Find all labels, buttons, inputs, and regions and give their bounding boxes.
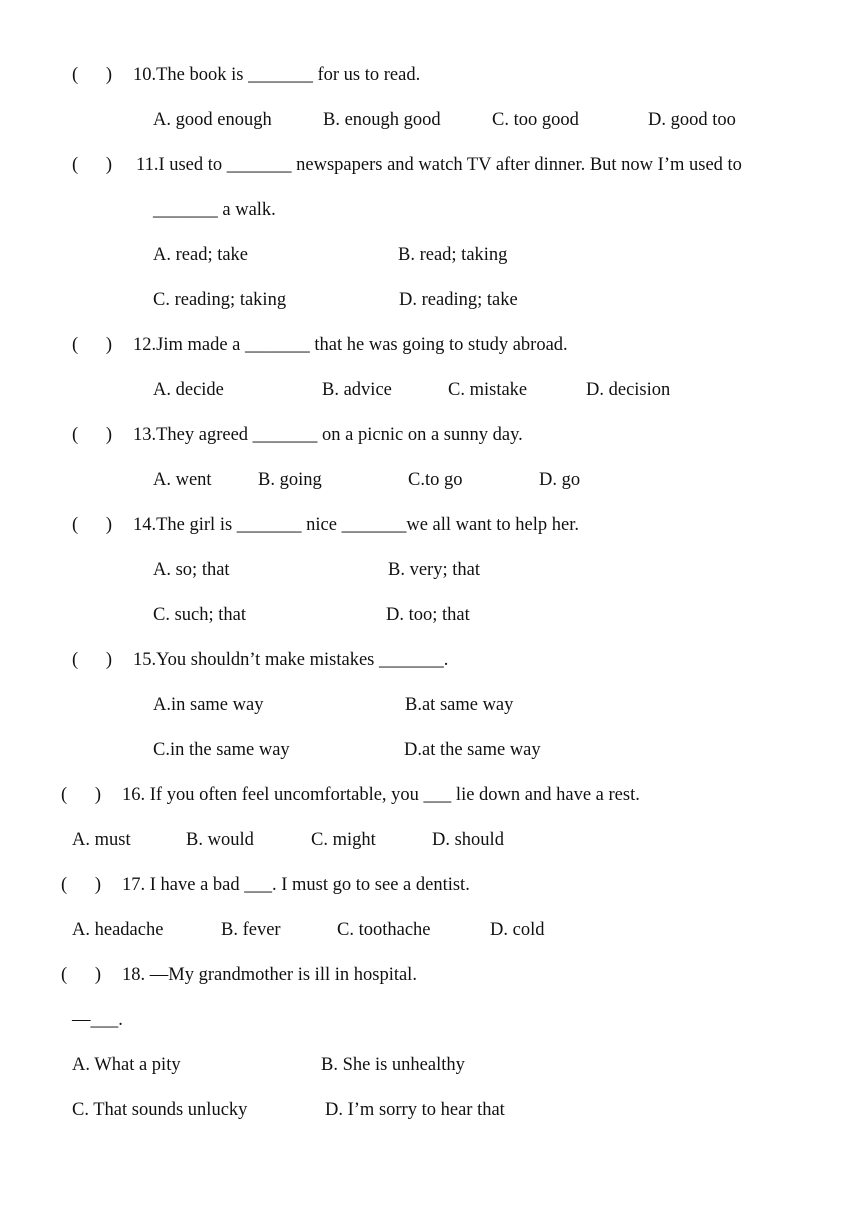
answer-paren-q11: ( ) <box>72 155 113 175</box>
answer-paren-q10: ( ) <box>72 65 113 85</box>
option-a-q16: A. must <box>72 830 131 850</box>
option-a-q15: A.in same way <box>153 695 264 715</box>
option-c-q17: C. toothache <box>337 920 431 940</box>
option-c-q15: C.in the same way <box>153 740 290 760</box>
answer-paren-q14: ( ) <box>72 515 113 535</box>
answer-paren-q17: ( ) <box>61 875 102 895</box>
option-b-q10: B. enough good <box>323 110 441 130</box>
option-b-q15: B.at same way <box>405 695 514 715</box>
question-stem-q18: 18. —My grandmother is ill in hospital. <box>122 965 417 985</box>
answer-paren-q18: ( ) <box>61 965 102 985</box>
option-d-q14: D. too; that <box>386 605 470 625</box>
option-d-q18: D. I’m sorry to hear that <box>325 1100 505 1120</box>
option-b-q14: B. very; that <box>388 560 480 580</box>
option-c-q10: C. too good <box>492 110 579 130</box>
option-d-q13: D. go <box>539 470 581 490</box>
question-stem-q14: 14.The girl is _______ nice _______we all want to help her. <box>133 515 579 535</box>
question-stem-q11: 11.I used to _______ newspapers and watch TV after dinner. But now I’m used to <box>136 155 742 175</box>
question-stem-cont-q11: _______ a walk. <box>153 200 276 220</box>
option-c-q12: C. mistake <box>448 380 528 400</box>
question-stem-q13: 13.They agreed _______ on a picnic on a sunny day. <box>133 425 523 445</box>
option-a-q11: A. read; take <box>153 245 249 265</box>
question-stem-q10: 10.The book is _______ for us to read. <box>133 65 421 85</box>
question-stem-q15: 15.You shouldn’t make mistakes _______. <box>133 650 449 670</box>
option-d-q10: D. good too <box>648 110 736 130</box>
option-b-q16: B. would <box>186 830 254 850</box>
option-d-q11: D. reading; take <box>399 290 518 310</box>
option-b-q13: B. going <box>258 470 322 490</box>
question-stem-q17: 17. I have a bad ___. I must go to see a dentist. <box>122 875 470 895</box>
option-a-q13: A. went <box>153 470 212 490</box>
option-c-q16: C. might <box>311 830 376 850</box>
option-a-q17: A. headache <box>72 920 164 940</box>
option-b-q17: B. fever <box>221 920 281 940</box>
option-d-q12: D. decision <box>586 380 671 400</box>
option-d-q15: D.at the same way <box>404 740 541 760</box>
option-b-q11: B. read; taking <box>398 245 508 265</box>
option-c-q13: C.to go <box>408 470 463 490</box>
option-c-q14: C. such; that <box>153 605 247 625</box>
question-reply-q18: —___. <box>72 1010 123 1030</box>
option-c-q18: C. That sounds unlucky <box>72 1100 248 1120</box>
answer-paren-q15: ( ) <box>72 650 113 670</box>
question-stem-q12: 12.Jim made a _______ that he was going to study abroad. <box>133 335 568 355</box>
option-b-q12: B. advice <box>322 380 392 400</box>
option-b-q18: B. She is unhealthy <box>321 1055 465 1075</box>
option-a-q10: A. good enough <box>153 110 272 130</box>
option-a-q14: A. so; that <box>153 560 230 580</box>
option-d-q17: D. cold <box>490 920 545 940</box>
option-a-q12: A. decide <box>153 380 224 400</box>
option-c-q11: C. reading; taking <box>153 290 287 310</box>
question-stem-q16: 16. If you often feel uncomfortable, you ___ lie down and have a rest. <box>122 785 640 805</box>
option-d-q16: D. should <box>432 830 504 850</box>
answer-paren-q16: ( ) <box>61 785 102 805</box>
option-a-q18: A. What a pity <box>72 1055 181 1075</box>
answer-paren-q12: ( ) <box>72 335 113 355</box>
answer-paren-q13: ( ) <box>72 425 113 445</box>
